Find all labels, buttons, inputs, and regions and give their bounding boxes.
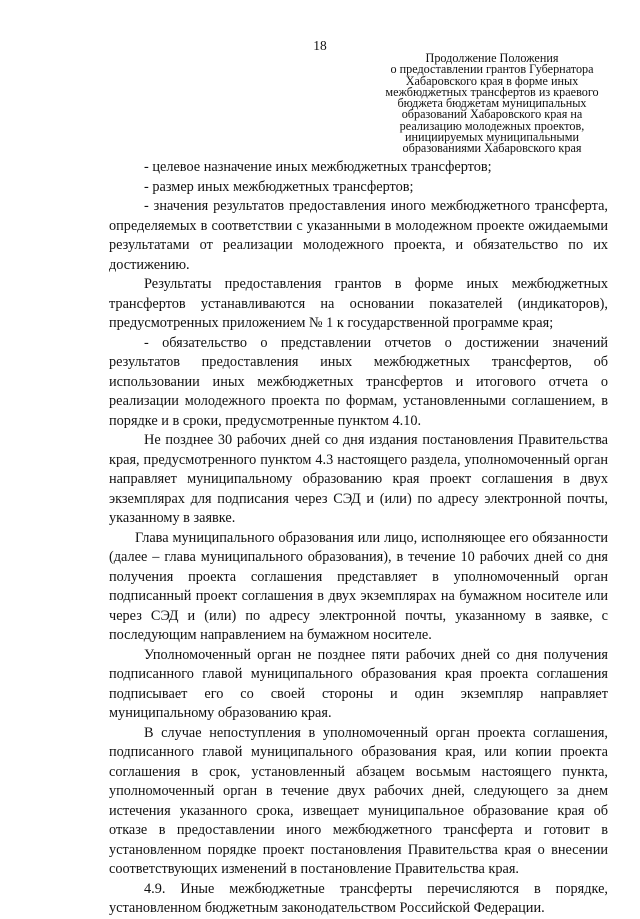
header-line: образований Хабаровского края на	[401, 107, 583, 122]
document-body	[109, 158, 608, 919]
body-paragraph: 4.9. Иные межбюджетные трансферты перечисляются в порядке, установленном бюджетным законодательством Российской Федерации.	[109, 880, 608, 916]
header-line: инициируемых муниципальными	[405, 130, 579, 145]
header-line: о предоставлении грантов Губернатора	[390, 62, 594, 77]
header-line: межбюджетных трансфертов из краевого	[385, 84, 599, 99]
header-line: реализацию молодежных проектов,	[399, 118, 585, 133]
body-paragraph: - размер иных межбюджетных трансфертов;	[144, 178, 414, 195]
header-line: образованиями Хабаровского края	[402, 141, 582, 156]
body-paragraph: В случае непоступления в уполномоченный орган проекта соглашения, подписанного главой муниципального образования края, или копии проекта соглашения в срок, установленный абзацем восьмым настоящего пункта, уполномоченный орган в течение двух рабочих дней, следующего за днем истечения указанного срока, извещает муниципальное образование края об отказе в предоставлении иного межбюджетного трансферта и готовит в установленном порядке проект постановления Правительства края о внесении соответствующих изменений в постановление Правительства края.	[109, 724, 608, 877]
body-paragraph: - целевое назначение иных межбюджетных трансфертов;	[144, 159, 492, 175]
body-paragraph: Результаты предоставления грантов в форме иных межбюджетных трансфертов устанавливаются на основании показателей (индикаторов), предусмотренных приложением № 1 к государственной программе края;	[109, 276, 608, 331]
body-paragraph: - значения результатов предоставления иного межбюджетного трансферта, определяемых в соответствии с указанными в молодежном проекте ожидаемыми результатами от реализации молодежного проекта, и обязательство по их достижению.	[109, 198, 608, 273]
document-header	[370, 53, 614, 155]
header-line: Продолжение Положения	[425, 51, 559, 65]
body-paragraph: Глава муниципального образования или лицо, исполняющее его обязанности (далее – глава муниципального образования), в течение 10 рабочих дней со дня получения проекта соглашения представляет в уполномоченный орган подписанный проект соглашения в двух экземплярах на бумажном носителе или через СЭД и (или) по адресу электронной почты, указанному в заявке, с последующим направлением на бумажном носителе.	[109, 529, 608, 643]
body-paragraph: Уполномоченный орган не позднее пяти рабочих дней со дня получения подписанного главой муниципального образования края проекта соглашения подписывает его со своей стороны и один экземпляр направляет муниципальному образованию края.	[109, 646, 608, 721]
body-paragraph: Не позднее 30 рабочих дней со дня издания постановления Правительства края, предусмотренного пунктом 4.3 настоящего раздела, уполномоченный орган направляет муниципальному образованию края проект соглашения в двух экземплярах для подписания через СЭД и (или) по адресу электронной почты, указанному в заявке.	[109, 432, 608, 526]
body-paragraph: - обязательство о представлении отчетов о достижении значений результатов предоставления иных межбюджетных трансфертов, об использовании иных межбюджетных трансфертов и итогового отчета о реализации молодежного проекта по формам, установленными соглашением, в порядке и в сроки, предусмотренные пунктом 4.10.	[109, 334, 608, 429]
header-line: Хабаровского края в форме иных	[405, 73, 579, 88]
page-number: 18	[313, 38, 327, 53]
header-line: бюджета бюджетам муниципальных	[397, 96, 587, 111]
